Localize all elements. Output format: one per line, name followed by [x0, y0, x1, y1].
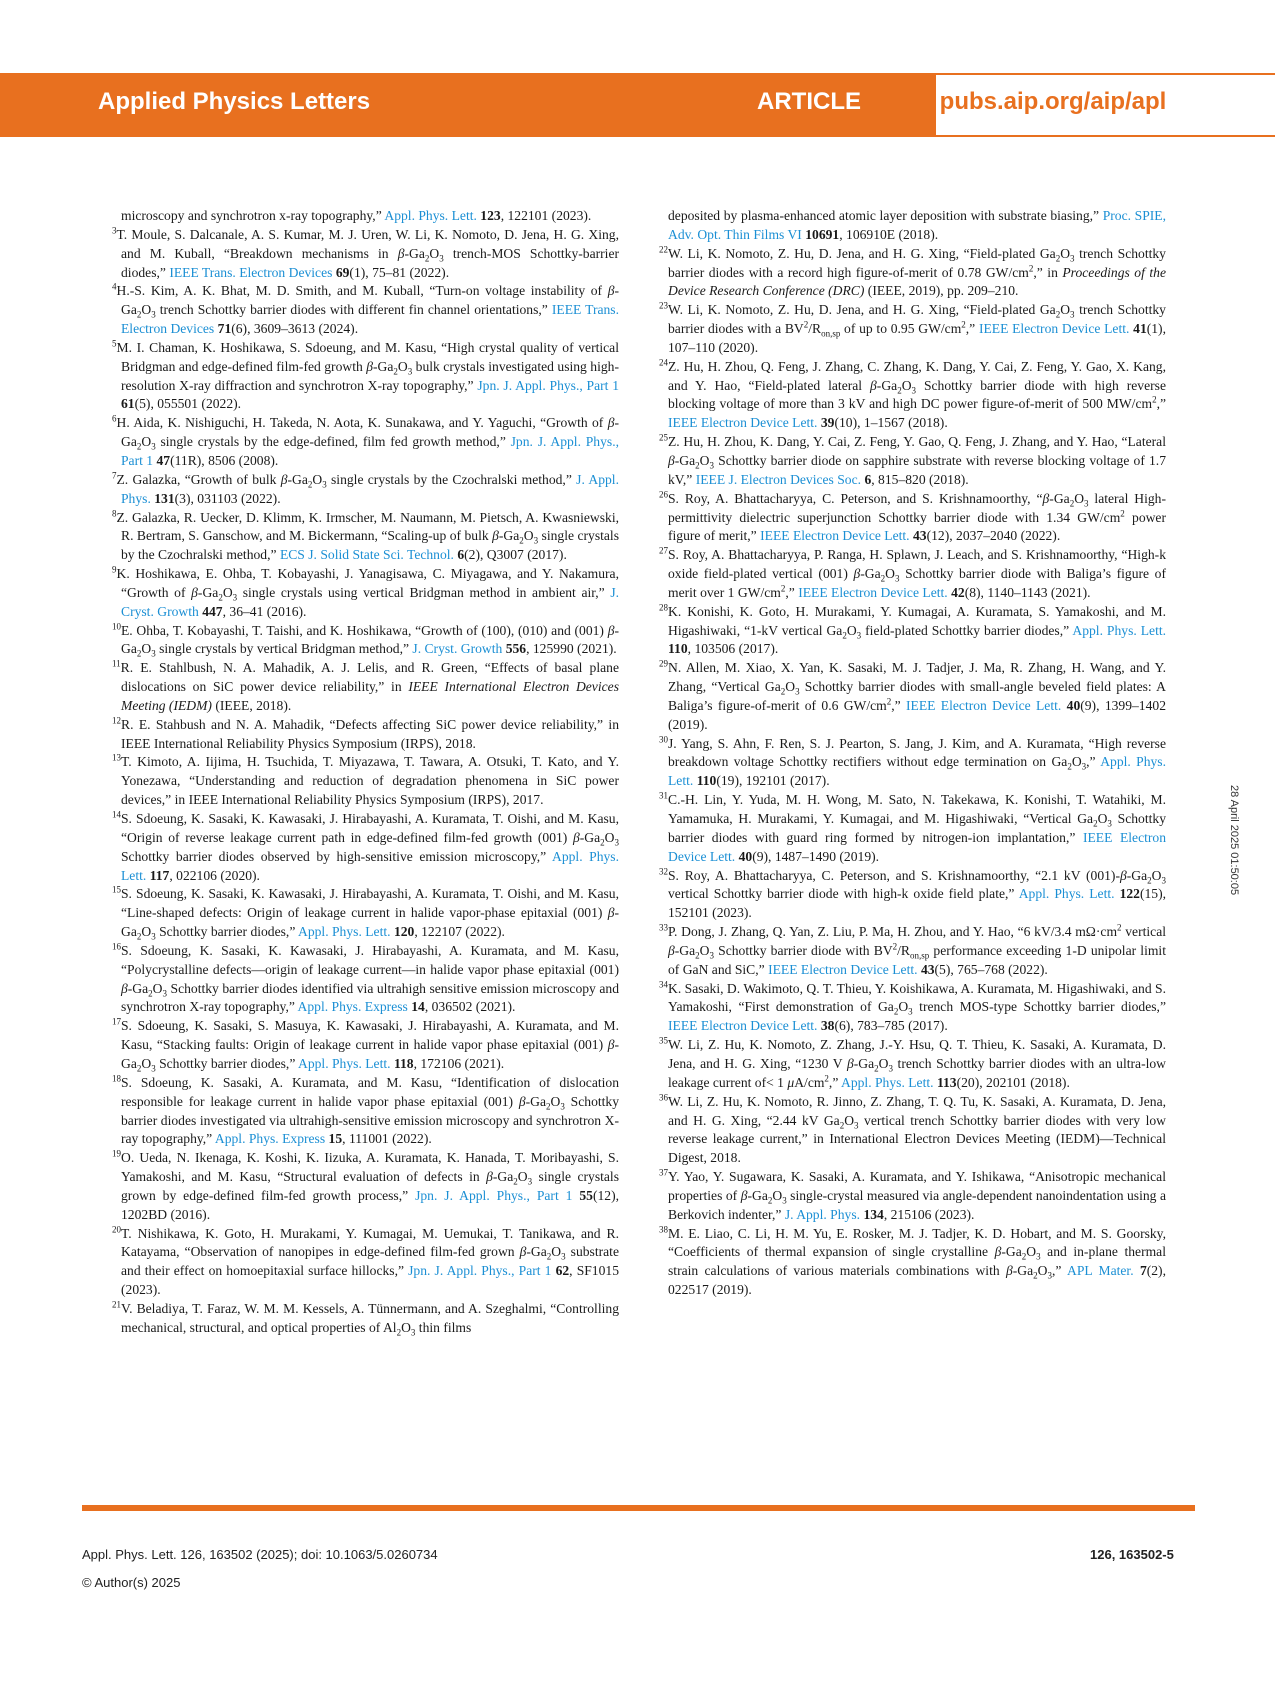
- reference-number: 27: [659, 545, 668, 556]
- reference-number: 37: [659, 1167, 668, 1178]
- reference-number: 12: [112, 715, 121, 726]
- reference-number: 30: [659, 734, 668, 745]
- reference-number: 25: [659, 432, 668, 443]
- journal-link[interactable]: ECS J. Solid State Sci. Technol.: [279, 547, 454, 563]
- journal-link[interactable]: Proc. SPIE, Adv. Opt. Thin Films VI: [668, 208, 1166, 242]
- reference-number: 32: [659, 866, 668, 876]
- journal-title: Applied Physics Letters: [98, 88, 371, 115]
- reference-number: 38: [659, 1224, 668, 1235]
- reference-entry: $^{34}$K. Sasaki, D. Wakimoto, Q. T. Thieu, Y. Koishikawa, A. Kuramata, M. Higashiwaki, and S. Yamakoshi, “First demonstration of $Ga_2O_3$ trench MOS-type Schottky barrier diodes,” IEEE Electron Device Lett. 38(6), 783–785 (2017).: [659, 979, 1166, 1034]
- reference-number: 23: [659, 300, 668, 311]
- journal-link[interactable]: J. Cryst. Growth: [121, 584, 620, 619]
- reference-number: 34: [659, 979, 668, 990]
- footer-page-number: 126, 163502-5: [1090, 1547, 1174, 1562]
- journal-link[interactable]: Appl. Phys. Lett.: [1018, 886, 1115, 902]
- reference-entry: $^{13}$T. Kimoto, A. Iijima, H. Tsuchida, T. Miyazawa, T. Tawara, A. Otsuki, T. Kato, and Y. Yonezawa, “Understanding and reduction of degradation phenomena in SiC power devices,” in IEEE International Reliability Physics Symposium (IRPS), 2017.: [112, 752, 619, 808]
- reference-entry: $^{27}$S. Roy, A. Bhattacharyya, P. Ranga, H. Splawn, J. Leach, and S. Krishnamoorthy, “High-k oxide field-plated vertical (001) $\beta-Ga_2O_3$ Schottky barrier diode with Baliga’s figure of merit over 1 $GW/cm^2$,” IEEE Electron Device Lett. 42(8), 1140–1143 (2021).: [659, 545, 1166, 600]
- journal-link[interactable]: IEEE Electron Device Lett.: [668, 829, 1166, 864]
- reference-number: 7: [112, 470, 117, 481]
- reference-number: 20: [112, 1224, 121, 1235]
- reference-number: 29: [659, 658, 668, 669]
- reference-entry: $^{22}$W. Li, K. Nomoto, Z. Hu, D. Jena, and H. G. Xing, “Field-plated $Ga_2O_3$ trench Schottky barrier diodes with a record high figure-of-merit of 0.78 $GW/cm^2$,” in Proceedings of the Device Research Conference (DRC) (IEEE, 2019), pp. 209–210.: [659, 244, 1166, 299]
- journal-link[interactable]: J. Appl. Phys.: [784, 1206, 861, 1222]
- journal-link[interactable]: Jpn. J. Appl. Phys., Part 1: [121, 434, 619, 468]
- reference-number: 28: [659, 602, 668, 613]
- reference-entry: $^{10}$E. Ohba, T. Kobayashi, T. Taishi, and K. Hoshikawa, “Growth of (100), (010) and (001) $\beta-Ga_2O_3$ single crystals by vertical Bridgman method,” J. Cryst. Growth 556, 125990 (2021).: [112, 621, 619, 660]
- reference-entry: $^8$Z. Galazka, R. Uecker, D. Klimm, K. Irmscher, M. Naumann, M. Pietsch, A. Kwasniewski, R. Bertram, S. Ganschow, and M. Bickermann, “Scaling-up of bulk $\beta-Ga_2O_3$ single crystals by the Czochralski method,” ECS J. Solid State Sci. Technol. 6(2), Q3007 (2017).: [112, 507, 620, 563]
- journal-link[interactable]: IEEE J. Electron Devices Soc.: [695, 471, 862, 487]
- reference-number: 13: [112, 752, 121, 763]
- footer-rule: [82, 1505, 1195, 1511]
- reference-entry: $^{15}$S. Sdoeung, K. Sasaki, K. Kawasaki, J. Hirabayashi, A. Kuramata, T. Oishi, and M. Kasu, “Line-shaped defects: Origin of leakage current in halide vapor-phase epitaxial (001) $\beta-Ga_2O_3$ Schottky barrier diodes,” Appl. Phys. Lett. 120, 122107 (2022).: [112, 884, 619, 942]
- footer-citation: Appl. Phys. Lett. 126, 163502 (2025); doi: 10.1063/5.0260734: [82, 1547, 438, 1562]
- journal-link[interactable]: Appl. Phys. Lett.: [121, 848, 619, 883]
- reference-number: 15: [112, 884, 121, 895]
- journal-link[interactable]: IEEE Electron Device Lett.: [760, 528, 910, 544]
- reference-entry: $^5$M. I. Chaman, K. Hoshikawa, S. Sdoeung, and M. Kasu, “High crystal quality of vertical Bridgman and edge-defined film-fed growth $\beta-Ga_2O_3$ bulk crystals investigated using high-resolution X-ray diffraction and synchrotron X-ray topography,” Jpn. J. Appl. Phys., Part 1 61(5), 055501 (2022).: [112, 338, 620, 412]
- reference-entry: $^{12}$R. E. Stahbush and N. A. Mahadik, “Defects affecting SiC power device reliability,” in IEEE International Reliability Physics Symposium (IRPS), 2018.: [112, 715, 619, 751]
- reference-entry: $^7$Z. Galazka, “Growth of bulk $\beta-Ga_2O_3$ single crystals by the Czochralski method,” J. Appl. Phys. 131(3), 031103 (2022).: [112, 470, 619, 506]
- reference-entry: $^{26}$S. Roy, A. Bhattacharyya, C. Peterson, and S. Krishnamoorthy, “$\beta-Ga_2O_3$ lateral High-permittivity dielectric superjunction Schottky barrier diode with 1.34 $GW/cm^2$ power figure of merit,” IEEE Electron Device Lett. 43(12), 2037–2040 (2022).: [659, 489, 1166, 544]
- journal-link[interactable]: Appl. Phys. Lett.: [841, 1074, 934, 1090]
- reference-number: 35: [659, 1035, 668, 1046]
- journal-link[interactable]: Appl. Phys. Lett.: [298, 1055, 391, 1071]
- reference-number: 17: [112, 1016, 121, 1027]
- reference-number: 5: [112, 338, 117, 349]
- journal-link[interactable]: IEEE Electron Device Lett.: [978, 321, 1130, 337]
- journal-link[interactable]: Jpn. J. Appl. Phys., Part 1: [477, 377, 620, 393]
- reference-entry: $^9$K. Hoshikawa, E. Ohba, T. Kobayashi, J. Yanagisawa, C. Miyagawa, and Y. Nakamura, “Growth of $\beta-Ga_2O_3$ single crystals using vertical Bridgman method in ambient air,” J. Cryst. Growth 447, 36–41 (2016).: [112, 564, 620, 619]
- journal-link[interactable]: J. Appl. Phys.: [121, 471, 619, 506]
- reference-number: 19: [112, 1148, 121, 1159]
- reference-entry: $^{35}$W. Li, Z. Hu, K. Nomoto, Z. Zhang, J.-Y. Hsu, Q. T. Thieu, K. Sasaki, A. Kuramata, D. Jena, and H. G. Xing, “1230 V $\beta-Ga_2O_3$ trench Schottky barrier diodes with an ultra-low leakage current of< 1 $\mu A/cm^2$,” Appl. Phys. Lett. 113(20), 202101 (2018).: [659, 1035, 1166, 1090]
- reference-entry: $^4$H.-S. Kim, A. K. Bhat, M. D. Smith, and M. Kuball, “Turn-on voltage instability of $\beta-Ga_2O_3$ trench Schottky barrier diodes with different fin channel orientations,” IEEE Trans. Electron Devices 71(6), 3609–3613 (2024).: [112, 281, 619, 337]
- reference-entry: $^{29}$N. Allen, M. Xiao, X. Yan, K. Sasaki, M. J. Tadjer, J. Ma, R. Zhang, H. Wang, and Y. Zhang, “Vertical $Ga_2O_3$ Schottky barrier diodes with small-angle beveled field plates: A Baliga’s figure-of-merit of 0.6 $GW/cm^2$,” IEEE Electron Device Lett. 40(9), 1399–1402 (2019).: [659, 658, 1167, 732]
- journal-link[interactable]: Jpn. J. Appl. Phys., Part 1: [415, 1187, 573, 1203]
- reference-number: 10: [112, 621, 121, 632]
- reference-entry: $^{30}$J. Yang, S. Ahn, F. Ren, S. J. Pearton, S. Jang, J. Kim, and A. Kuramata, “High reverse breakdown voltage Schottky rectifiers without edge termination on $Ga_2O_3$,” Appl. Phys. Lett. 110(19), 192101 (2017).: [659, 734, 1167, 789]
- reference-entry: $^{18}$S. Sdoeung, K. Sasaki, A. Kuramata, and M. Kasu, “Identification of dislocation responsible for leakage current in halide vapor phase epitaxial (001) $\beta-Ga_2O_3$ Schottky barrier diodes investigated via ultrahigh-sensitive emission microscopy and synchrotron X-ray topography,” Appl. Phys. Express 15, 111001 (2022).: [112, 1073, 620, 1147]
- reference-entry: $^{36}$W. Li, Z. Hu, K. Nomoto, R. Jinno, Z. Zhang, T. Q. Tu, K. Sasaki, A. Kuramata, D. Jena, and H. G. Xing, “2.44 kV $Ga_2O_3$ vertical trench Schottky barrier diodes with very low reverse leakage current,” in International Electron Devices Meeting (IEDM)—Technical Digest, 2018.: [659, 1092, 1166, 1166]
- journal-link[interactable]: IEEE Electron Device Lett.: [768, 961, 918, 977]
- reference-number: 24: [659, 357, 668, 368]
- reference-entry: $^{11}$R. E. Stahlbush, N. A. Mahadik, A. J. Lelis, and R. Green, “Effects of basal plane dislocations on SiC power device reliability,” in IEEE International Electron Devices Meeting (IEDM) (IEEE, 2018).: [112, 658, 619, 713]
- journal-link[interactable]: Appl. Phys. Express: [297, 999, 408, 1015]
- reference-entry: deposited by plasma-enhanced atomic layer deposition with substrate biasing,” Proc. SPIE, Adv. Opt. Thin Films VI 10691, 106910E (2018).: [668, 208, 1166, 242]
- reference-number: 9: [112, 564, 117, 575]
- reference-entry: $^{19}$O. Ueda, N. Ikenaga, K. Koshi, K. Iizuka, A. Kuramata, K. Hanada, T. Moribayashi, S. Yamakoshi, and M. Kasu, “Structural evaluation of defects in $\beta-Ga_2O_3$ single crystals grown by edge-defined film-fed growth process,” Jpn. J. Appl. Phys., Part 1 55(12), 1202BD (2016).: [112, 1148, 620, 1222]
- reference-number: 16: [112, 941, 121, 952]
- reference-entry: $^{25}$Z. Hu, H. Zhou, K. Dang, Y. Cai, Z. Feng, Y. Gao, Q. Feng, J. Zhang, and Y. Hao, “Lateral $\beta-Ga_2O_3$ Schottky barrier diode on sapphire substrate with reverse blocking voltage of 1.7 kV,” IEEE J. Electron Devices Soc. 6, 815–820 (2018).: [659, 432, 1166, 487]
- reference-number: 8: [112, 507, 117, 518]
- reference-entry: $^{21}$V. Beladiya, T. Faraz, W. M. M. Kessels, A. Tünnermann, and A. Szeghalmi, “Controlling mechanical, structural, and optical properties of $Al_2O_3$ thin films: [112, 1299, 619, 1338]
- journal-url-link[interactable]: pubs.aip.org/aip/apl: [939, 88, 1167, 115]
- journal-link[interactable]: IEEE Electron Device Lett.: [798, 584, 948, 600]
- reference-entry: $^{24}$Z. Hu, H. Zhou, Q. Feng, J. Zhang, C. Zhang, K. Dang, Y. Cai, Z. Feng, Y. Gao, X. Kang, and Y. Hao, “Field-plated lateral $\beta-Ga_2O_3$ Schottky barrier diode with high reverse blocking voltage of more than 3 kV and high DC power figure-of-merit of 500 $MW/cm^2$,” IEEE Electron Device Lett. 39(10), 1–1567 (2018).: [659, 357, 1166, 431]
- reference-entry: $^{37}$Y. Yao, Y. Sugawara, K. Sasaki, A. Kuramata, and Y. Ishikawa, “Anisotropic mechanical properties of $\beta-Ga_2O_3$ single-crystal measured via angle-dependent nanoindentation using a Berkovich indenter,” J. Appl. Phys. 134, 215106 (2023).: [659, 1167, 1166, 1222]
- references-left-column: [112, 207, 620, 1338]
- article-type-label: ARTICLE: [757, 88, 861, 115]
- reference-entry: $^{28}$K. Konishi, K. Goto, H. Murakami, Y. Kumagai, A. Kuramata, S. Yamakoshi, and M. Higashiwaki, “1-kV vertical $Ga_2O_3$ field-plated Schottky barrier diodes,” Appl. Phys. Lett. 110, 103506 (2017).: [659, 602, 1167, 657]
- journal-link[interactable]: Appl. Phys. Lett.: [668, 754, 1167, 789]
- journal-link[interactable]: IEEE Electron Device Lett.: [668, 1018, 818, 1034]
- reference-entry: $^6$H. Aida, K. Nishiguchi, H. Takeda, N. Aota, K. Sunakawa, and Y. Yaguchi, “Growth of $\beta-Ga_2O_3$ single crystals by the edge-defined, film fed growth method,” Jpn. J. Appl. Phys., Part 1 47(11R), 8506 (2008).: [112, 413, 619, 468]
- reference-number: 14: [112, 809, 121, 820]
- reference-entry: $^{38}$M. E. Liao, C. Li, H. M. Yu, E. Rosker, M. J. Tadjer, K. D. Hobart, and M. S. Goorsky, “Coefficients of thermal expansion of single crystalline $\beta-Ga_2O_3$ and in-plane thermal strain calculations of various materials combinations with $\beta-Ga_2O_3$,” APL Mater. 7(2), 022517 (2019).: [659, 1224, 1166, 1298]
- journal-link[interactable]: IEEE Trans. Electron Devices: [169, 264, 333, 280]
- reference-number: 4: [112, 281, 117, 292]
- reference-number: 22: [659, 244, 668, 255]
- reference-entry: $^{31}$C.-H. Lin, Y. Yuda, M. H. Wong, M. Sato, N. Takekawa, K. Konishi, T. Watahiki, M. Yamamuka, H. Murakami, Y. Kumagai, and M. Higashiwaki, “Vertical $Ga_2O_3$ Schottky barrier diodes with guard ring formed by nitrogen-ion implantation,” IEEE Electron Device Lett. 40(9), 1487–1490 (2019).: [659, 790, 1166, 864]
- reference-entry: $^{17}$S. Sdoeung, K. Sasaki, S. Masuya, K. Kawasaki, J. Hirabayashi, A. Kuramata, and M. Kasu, “Stacking faults: Origin of leakage current in halide vapor phase epitaxial (001) $\beta-Ga_2O_3$ Schottky barrier diodes,” Appl. Phys. Lett. 118, 172106 (2021).: [112, 1016, 619, 1074]
- reference-entry: $^3$T. Moule, S. Dalcanale, A. S. Kumar, M. J. Uren, W. Li, K. Nomoto, D. Jena, H. G. Xing, and M. Kuball, “Breakdown mechanisms in $\beta-Ga_2O_3$ trench-MOS Schottky-barrier diodes,” IEEE Trans. Electron Devices 69(1), 75–81 (2022).: [112, 225, 619, 280]
- reference-entry: $^{14}$S. Sdoeung, K. Sasaki, K. Kawasaki, J. Hirabayashi, A. Kuramata, T. Oishi, and M. Kasu, “Origin of reverse leakage current path in edge-defined film-fed growth (001) $\beta-Ga_2O_3$ Schottky barrier diodes observed by high-sensitive emission microscopy,” Appl. Phys. Lett. 117, 022106 (2020).: [112, 809, 619, 883]
- journal-link[interactable]: Appl. Phys. Lett.: [1072, 622, 1167, 638]
- reference-number: 31: [659, 790, 668, 801]
- references-right-column: [659, 207, 1167, 1300]
- journal-link[interactable]: Appl. Phys. Express: [214, 1131, 326, 1147]
- journal-link[interactable]: IEEE Electron Device Lett.: [668, 415, 818, 431]
- reference-entry: $^{32}$S. Roy, A. Bhattacharyya, C. Peterson, and S. Krishnamoorthy, “2.1 kV $(001)-\beta-Ga_2O_3$ vertical Schottky barrier diode with high-k oxide field plate,” Appl. Phys. Lett. 122(15), 152101 (2023).: [659, 866, 1167, 921]
- reference-entry: $^{23}$W. Li, K. Nomoto, Z. Hu, D. Jena, and H. G. Xing, “Field-plated $Ga_2O_3$ trench Schottky barrier diodes with a $BV^2/R_{on,sp}$ of up to 0.95 $GW/cm^2$,” IEEE Electron Device Lett. 41(1), 107–110 (2020).: [659, 300, 1166, 355]
- reference-number: 26: [659, 489, 668, 500]
- reference-number: 18: [112, 1073, 121, 1084]
- reference-entry: microscopy and synchrotron x-ray topography,” Appl. Phys. Lett. 123, 122101 (2023).: [121, 208, 592, 223]
- reference-entry: $^{33}$P. Dong, J. Zhang, Q. Yan, Z. Liu, P. Ma, H. Zhou, and Y. Hao, “6 kV/3.4 $m\Omega\cdot cm^2$ vertical $\beta-Ga_2O_3$ Schottky barrier diode with $BV^2/R_{on,sp}$ performance exceeding 1-D unipolar limit of GaN and SiC,” IEEE Electron Device Lett. 43(5), 765–768 (2022).: [659, 922, 1166, 977]
- reference-entry: $^{16}$S. Sdoeung, K. Sasaki, K. Kawasaki, J. Hirabayashi, A. Kuramata, and M. Kasu, “Polycrystalline defects—origin of leakage current—in halide vapor phase epitaxial (001) $\beta-Ga_2O_3$ Schottky barrier diodes identified via ultrahigh sensitive emission microscopy and synchrotron X-ray topography,” Appl. Phys. Express 14, 036502 (2021).: [112, 941, 619, 1015]
- journal-link[interactable]: J. Cryst. Growth: [412, 641, 503, 657]
- journal-link[interactable]: IEEE Trans. Electron Devices: [121, 302, 619, 337]
- reference-number: 21: [112, 1299, 121, 1310]
- reference-number: 36: [659, 1092, 668, 1103]
- reference-number: 33: [659, 922, 668, 933]
- journal-link[interactable]: Appl. Phys. Lett.: [384, 208, 477, 223]
- journal-link[interactable]: Jpn. J. Appl. Phys., Part 1: [408, 1263, 552, 1279]
- reference-number: 6: [112, 413, 117, 424]
- journal-link[interactable]: IEEE Electron Device Lett.: [906, 697, 1062, 713]
- journal-link[interactable]: Appl. Phys. Lett.: [298, 924, 391, 940]
- reference-entry: $^{20}$T. Nishikawa, K. Goto, H. Murakami, Y. Kumagai, M. Uemukai, T. Tanikawa, and R. Katayama, “Observation of nanopipes in edge-defined film-fed grown $\beta-Ga_2O_3$ substrate and their effect on homoepitaxial surface hillocks,” Jpn. J. Appl. Phys., Part 1 62, SF1015 (2023).: [112, 1224, 619, 1298]
- journal-link[interactable]: APL Mater.: [1067, 1263, 1134, 1279]
- footer-copyright: © Author(s) 2025: [82, 1575, 181, 1590]
- reference-number: 11: [112, 658, 121, 669]
- reference-number: 3: [112, 225, 117, 236]
- download-timestamp: 28 April 2025 01:50:05: [1228, 785, 1240, 896]
